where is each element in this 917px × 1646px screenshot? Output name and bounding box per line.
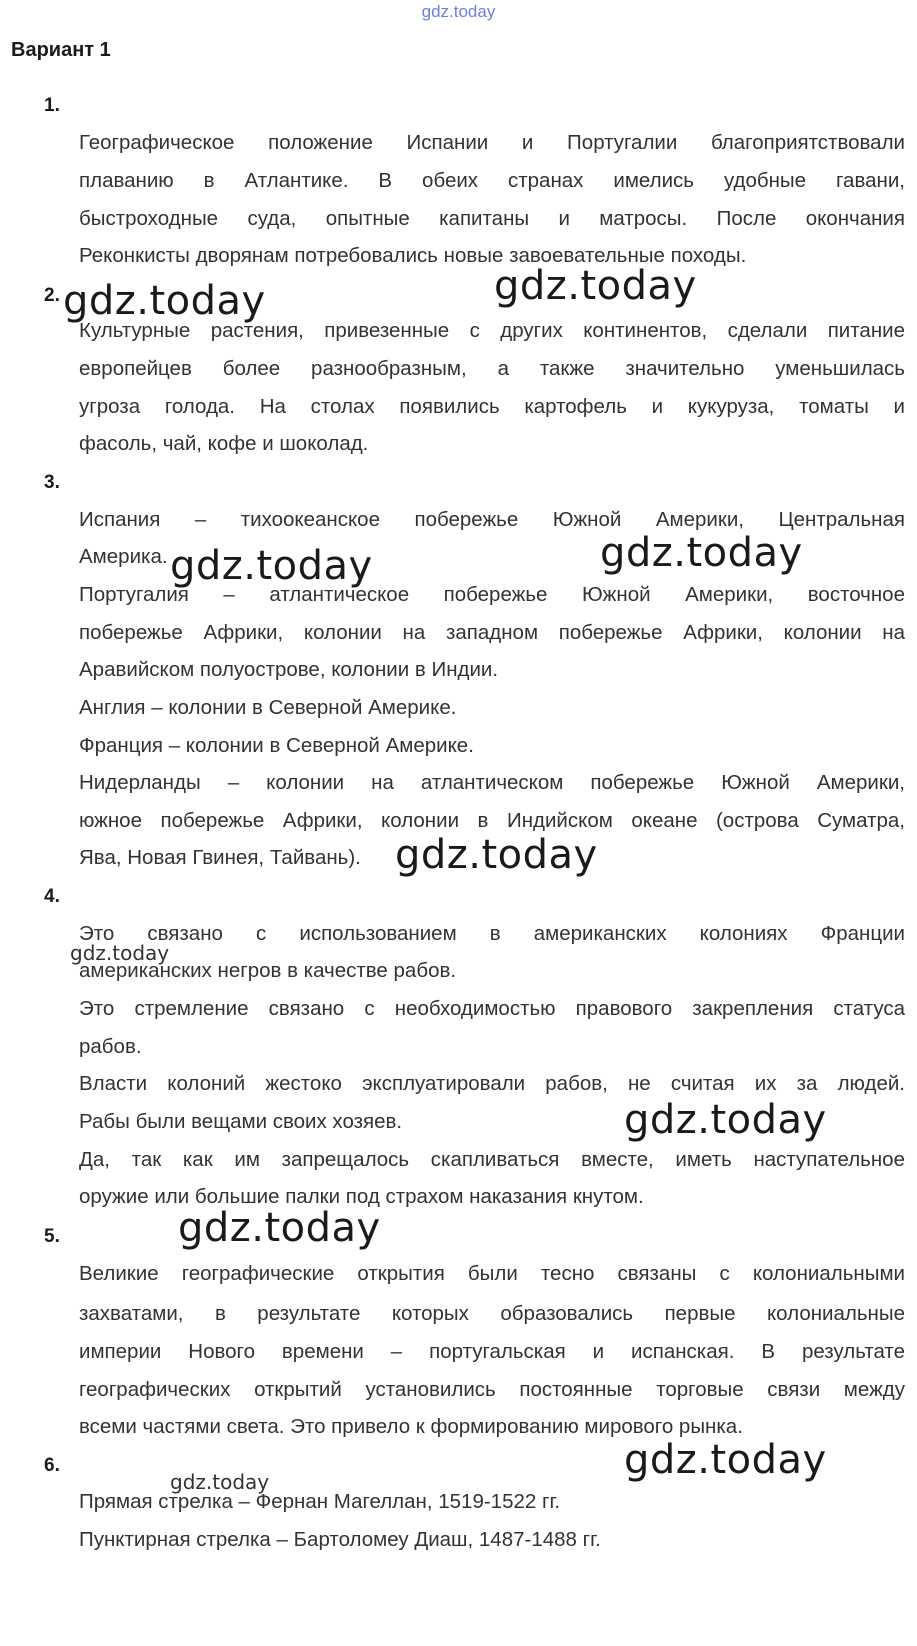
watermark-text: gdz.today xyxy=(600,530,803,576)
answer-6-line-2: Пунктирная стрелка – Бартоломеу Диаш, 1487-1488 гг. xyxy=(79,1528,601,1551)
answer-1-line-1: Географическое положение Испании и Португалии благоприятствовали xyxy=(79,131,905,154)
answer-3-line-1: Испания – тихоокеанское побережье Южной Америки, Центральная xyxy=(79,508,905,531)
header-watermark: gdz.today xyxy=(421,2,496,21)
answer-5-line-2: захватами, в результате которых образовались первые колониальные xyxy=(79,1302,905,1325)
page-title: Вариант 1 xyxy=(11,39,111,61)
answer-5-line-3: империи Нового времени – португальская и испанская. В результате xyxy=(79,1340,905,1363)
answer-4-line-1: Это связано с использованием в американских колониях Франции xyxy=(79,922,905,945)
watermark-text: gdz.today xyxy=(178,1205,381,1251)
answer-3-line-6: Англия – колонии в Северной Америке. xyxy=(79,696,457,719)
answer-1-line-3: быстроходные суда, опытные капитаны и матросы. После окончания xyxy=(79,207,905,230)
answer-5-line-4: географических открытий установились постоянные торговые связи между xyxy=(79,1378,905,1401)
answer-2-line-1: Культурные растения, привезенные с других континентов, сделали питание xyxy=(79,319,905,342)
watermark-text: gdz.today xyxy=(494,263,697,309)
question-number-1: 1. xyxy=(44,95,60,116)
answer-1-line-2: плаванию в Атлантике. В обеих странах имелись удобные гавани, xyxy=(79,169,905,192)
answer-3-line-8: Нидерланды – колонии на атлантическом побережье Южной Америки, xyxy=(79,771,905,794)
question-number-5: 5. xyxy=(44,1226,60,1247)
answer-3-line-2: Америка. xyxy=(79,545,168,568)
watermark-text: gdz.today xyxy=(170,543,373,589)
answer-4-line-3: Это стремление связано с необходимостью правового закрепления статуса xyxy=(79,997,905,1020)
watermark-text: gdz.today xyxy=(170,1470,270,1494)
answer-3-line-9: южное побережье Африки, колонии в Индийском океане (острова Суматра, xyxy=(79,809,905,832)
answer-5-line-5: всеми частями света. Это привело к формированию мирового рынка. xyxy=(79,1415,743,1438)
answer-4-line-5: Власти колоний жестоко эксплуатировали рабов, не считая их за людей. xyxy=(79,1072,905,1095)
answer-4-line-2: американских негров в качестве рабов. xyxy=(79,959,457,982)
watermark-text: gdz.today xyxy=(70,941,170,965)
answer-2-line-2: европейцев более разнообразным, а также значительно уменьшилась xyxy=(79,357,905,380)
answer-4-line-7: Да, так как им запрещалось скапливаться вместе, иметь наступательное xyxy=(79,1148,905,1171)
question-number-4: 4. xyxy=(44,886,60,907)
answer-4-line-4: рабов. xyxy=(79,1035,142,1058)
watermark-text: gdz.today xyxy=(63,278,266,324)
answer-3-line-7: Франция – колонии в Северной Америке. xyxy=(79,734,474,757)
answer-2-line-3: угроза голода. На столах появились картофель и кукуруза, томаты и xyxy=(79,395,905,418)
answer-4-line-8: оружие или большие палки под страхом наказания кнутом. xyxy=(79,1185,644,1208)
watermark-text: gdz.today xyxy=(624,1097,827,1143)
answer-6-line-1: Прямая стрелка – Фернан Магеллан, 1519-1522 гг. xyxy=(79,1490,561,1513)
answer-5-line-1: Великие географические открытия были тесно связаны с колониальными xyxy=(79,1262,905,1285)
question-number-6: 6. xyxy=(44,1455,60,1476)
answer-3-line-3: Португалия – атлантическое побережье Южной Америки, восточное xyxy=(79,583,905,606)
answer-3-line-4: побережье Африки, колонии на западном побережье Африки, колонии на xyxy=(79,621,905,644)
question-number-2: 2. xyxy=(44,285,60,306)
answer-3-line-5: Аравийском полуострове, колонии в Индии. xyxy=(79,658,499,681)
question-number-3: 3. xyxy=(44,472,60,493)
answer-1-line-4: Реконкисты дворянам потребовались новые завоевательные походы. xyxy=(79,244,747,267)
answer-2-line-4: фасоль, чай, кофе и шоколад. xyxy=(79,432,369,455)
answer-3-line-10: Ява, Новая Гвинея, Тайвань). xyxy=(79,846,361,869)
watermark-text: gdz.today xyxy=(624,1437,827,1483)
answer-4-line-6: Рабы были вещами своих хозяев. xyxy=(79,1110,403,1133)
watermark-text: gdz.today xyxy=(395,832,598,878)
